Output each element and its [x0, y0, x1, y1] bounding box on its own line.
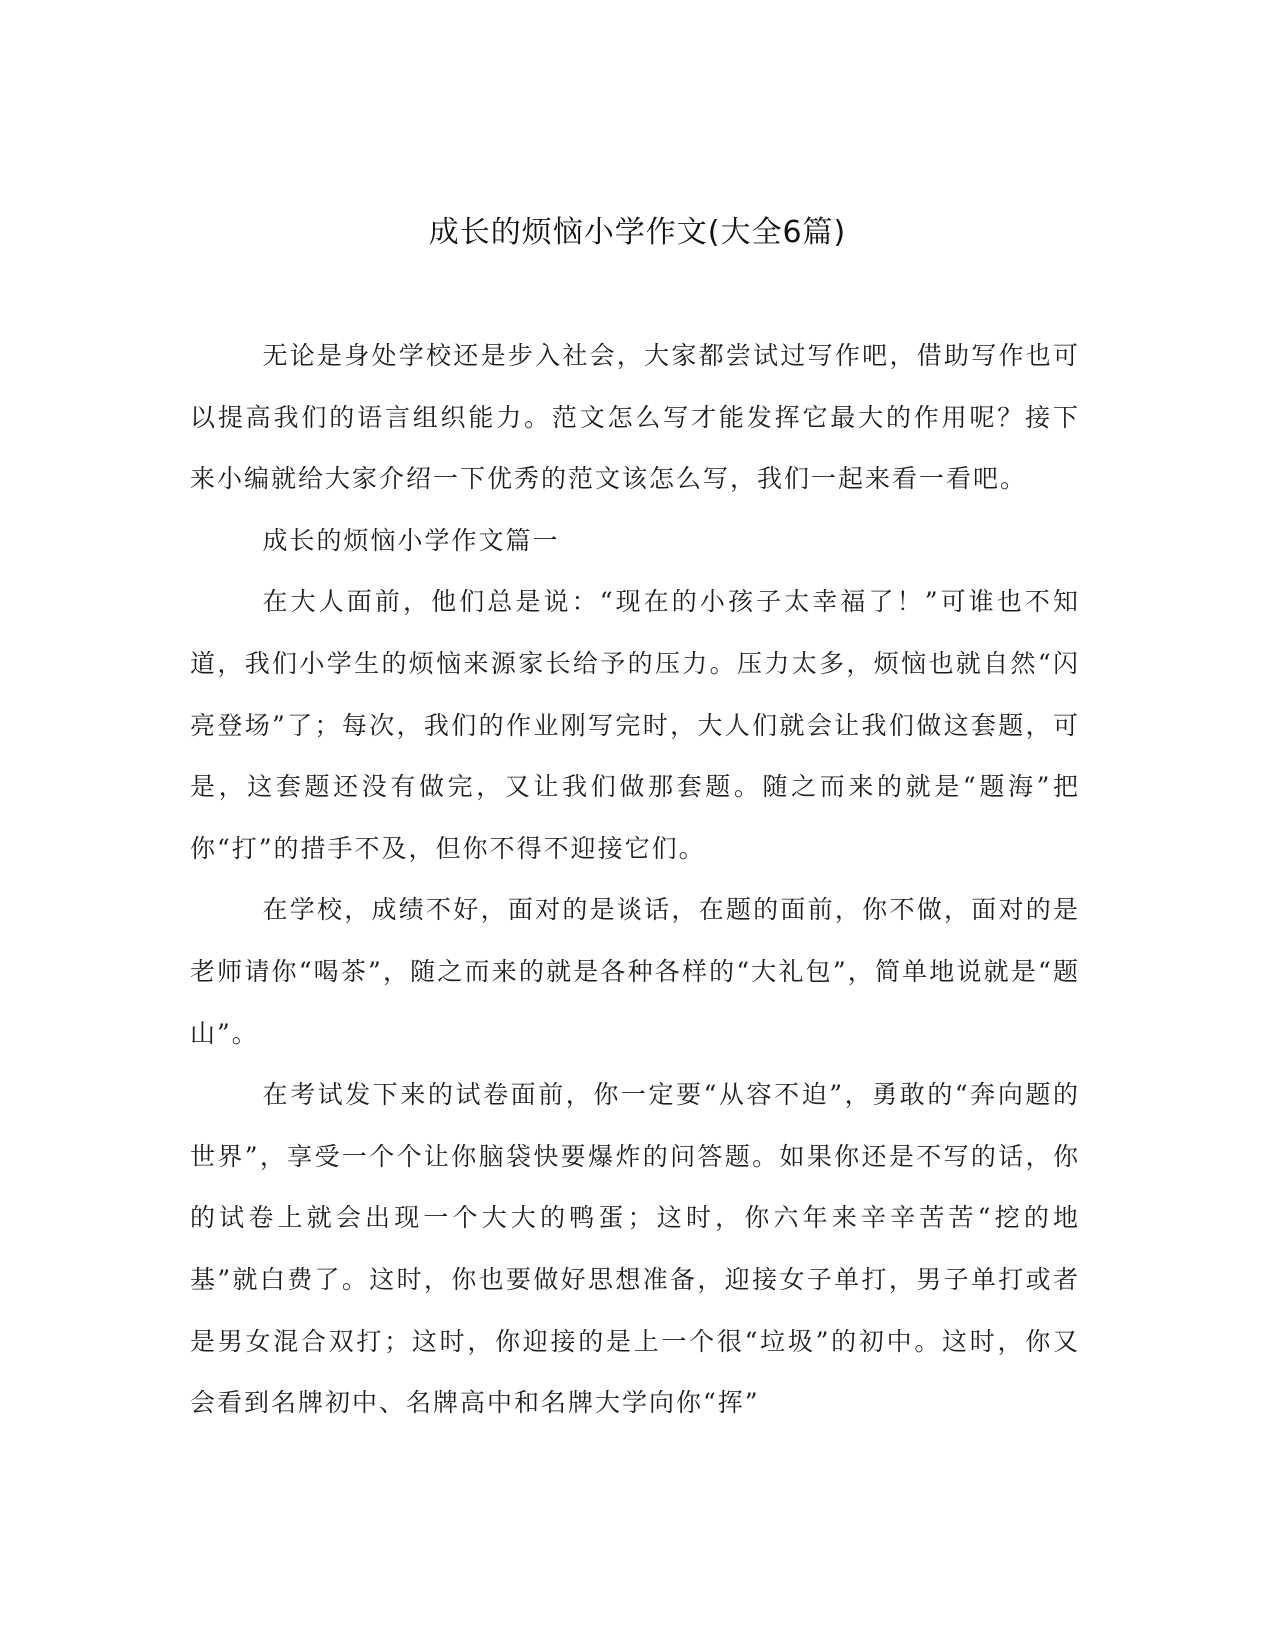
- document-body: [190, 325, 1080, 1434]
- body-paragraph: 在学校，成绩不好，面对的是谈话，在题的面前，你不做，面对的是老师请你“喝茶”，随之而来的就是各种各样的“大礼包”，简单地说就是“题山”。: [190, 895, 1080, 1048]
- body-paragraph: 在大人面前，他们总是说：“现在的小孩子太幸福了！”可谁也不知道，我们小学生的烦恼来源家长给予的压力。压力太多，烦恼也就自然“闪亮登场”了；每次，我们的作业刚写完时，大人们就会让我们做这套题，可是，这套题还没有做完，又让我们做那套题。随之而来的就是“题海”把你“打”的措手不及，但你不得不迎接它们。: [190, 587, 1080, 863]
- section-heading: 成长的烦恼小学作文篇一: [262, 525, 560, 555]
- document-title: 成长的烦恼小学作文(大全6篇): [428, 215, 847, 250]
- body-paragraph: 在考试发下来的试卷面前，你一定要“从容不迫”，勇敢的“奔向题的世界”，享受一个个让你脑袋快要爆炸的问答题。如果你还是不写的话，你的试卷上就会出现一个大大的鸭蛋；这时，你六年来辛辛苦苦“挖的地基”就白费了。这时，你也要做好思想准备，迎接女子单打，男子单打或者是男女混合双打；这时，你迎接的是上一个很“垃圾”的初中。这时，你又会看到名牌初中、名牌高中和名牌大学向你“挥”: [190, 1080, 1080, 1418]
- intro-paragraph: 无论是身处学校还是步入社会，大家都尝试过写作吧，借助写作也可以提高我们的语言组织能力。范文怎么写才能发挥它最大的作用呢？接下来小编就给大家介绍一下优秀的范文该怎么写，我们一起来看一看吧。: [190, 341, 1080, 494]
